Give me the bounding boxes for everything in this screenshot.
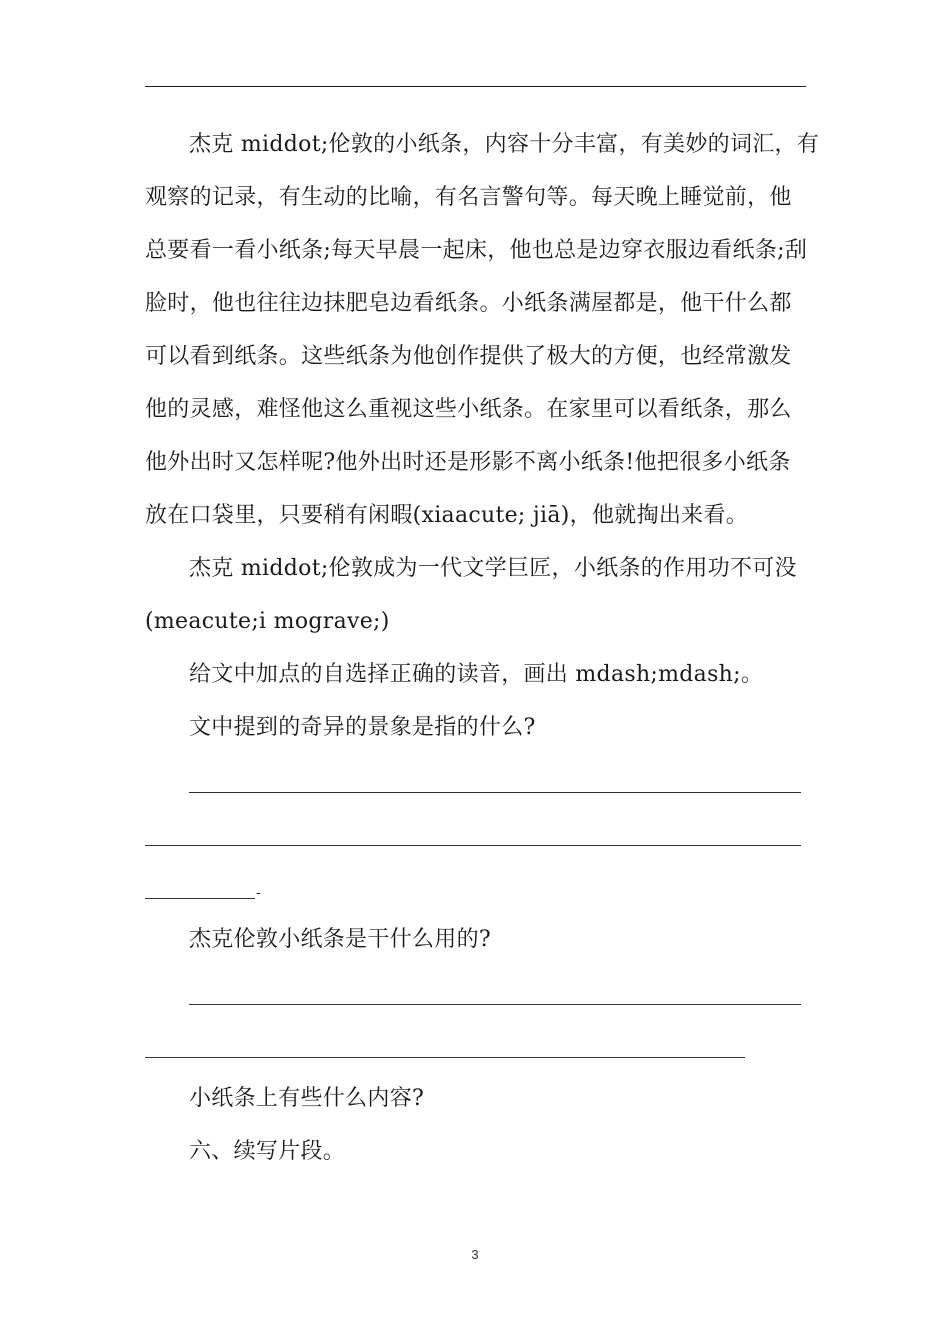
answer-rule bbox=[189, 792, 801, 793]
answer-line[interactable] bbox=[145, 754, 806, 807]
paragraph-line: 放在口袋里，只要稍有闲暇(xiaacute; jiā)，他就掏出来看。 bbox=[145, 503, 749, 528]
page-content bbox=[145, 118, 820, 1178]
paragraph-line: 观察的记录，有生动的比喻，有名言警句等。每天晚上睡觉前，他 bbox=[145, 185, 792, 210]
section-6-heading: 六、续写片段。 bbox=[189, 1139, 346, 1164]
answer-rule bbox=[145, 898, 255, 899]
paragraph-line: 总要看一看小纸条;每天早晨一起床，他也总是边穿衣服边看纸条;刮 bbox=[145, 238, 808, 263]
answer-line[interactable] bbox=[145, 1019, 806, 1072]
answer-rule bbox=[189, 1004, 801, 1005]
answer-rule bbox=[145, 845, 801, 846]
paragraph-line: 他外出时又怎样呢?他外出时还是形影不离小纸条!他把很多小纸条 bbox=[145, 450, 791, 475]
paragraph-line: 他的灵感，难怪他这么重视这些小纸条。在家里可以看纸条，那么 bbox=[145, 397, 792, 422]
paragraph-1 bbox=[145, 118, 820, 542]
answer-tail-mark: - bbox=[256, 885, 261, 901]
answer-rule bbox=[145, 1057, 745, 1058]
answer-line[interactable] bbox=[145, 966, 806, 1019]
answer-line[interactable] bbox=[145, 807, 806, 860]
question-1: 给文中加点的自选择正确的读音，画出 mdash;mdash;。 bbox=[189, 662, 764, 687]
paragraph-line: (meacute;i mograve;) bbox=[145, 609, 390, 634]
paragraph-line: 可以看到纸条。这些纸条为他创作提供了极大的方便，也经常激发 bbox=[145, 344, 792, 369]
paragraph-2 bbox=[145, 542, 806, 648]
paragraph-line: 脸时，他也往往边抹肥皂边看纸条。小纸条满屋都是，他干什么都 bbox=[145, 291, 792, 316]
paragraph-line: 杰克 middot;伦敦的小纸条，内容十分丰富，有美妙的词汇，有 bbox=[189, 132, 820, 157]
question-2: 文中提到的奇异的景象是指的什么? bbox=[189, 715, 536, 740]
page-number: 3 bbox=[471, 1247, 479, 1262]
header-rule bbox=[145, 86, 806, 87]
answer-line[interactable] bbox=[145, 860, 806, 913]
question-3: 杰克伦敦小纸条是干什么用的? bbox=[189, 927, 491, 952]
question-4: 小纸条上有些什么内容? bbox=[189, 1086, 425, 1111]
paragraph-line: 杰克 middot;伦敦成为一代文学巨匠，小纸条的作用功不可没 bbox=[189, 556, 797, 581]
